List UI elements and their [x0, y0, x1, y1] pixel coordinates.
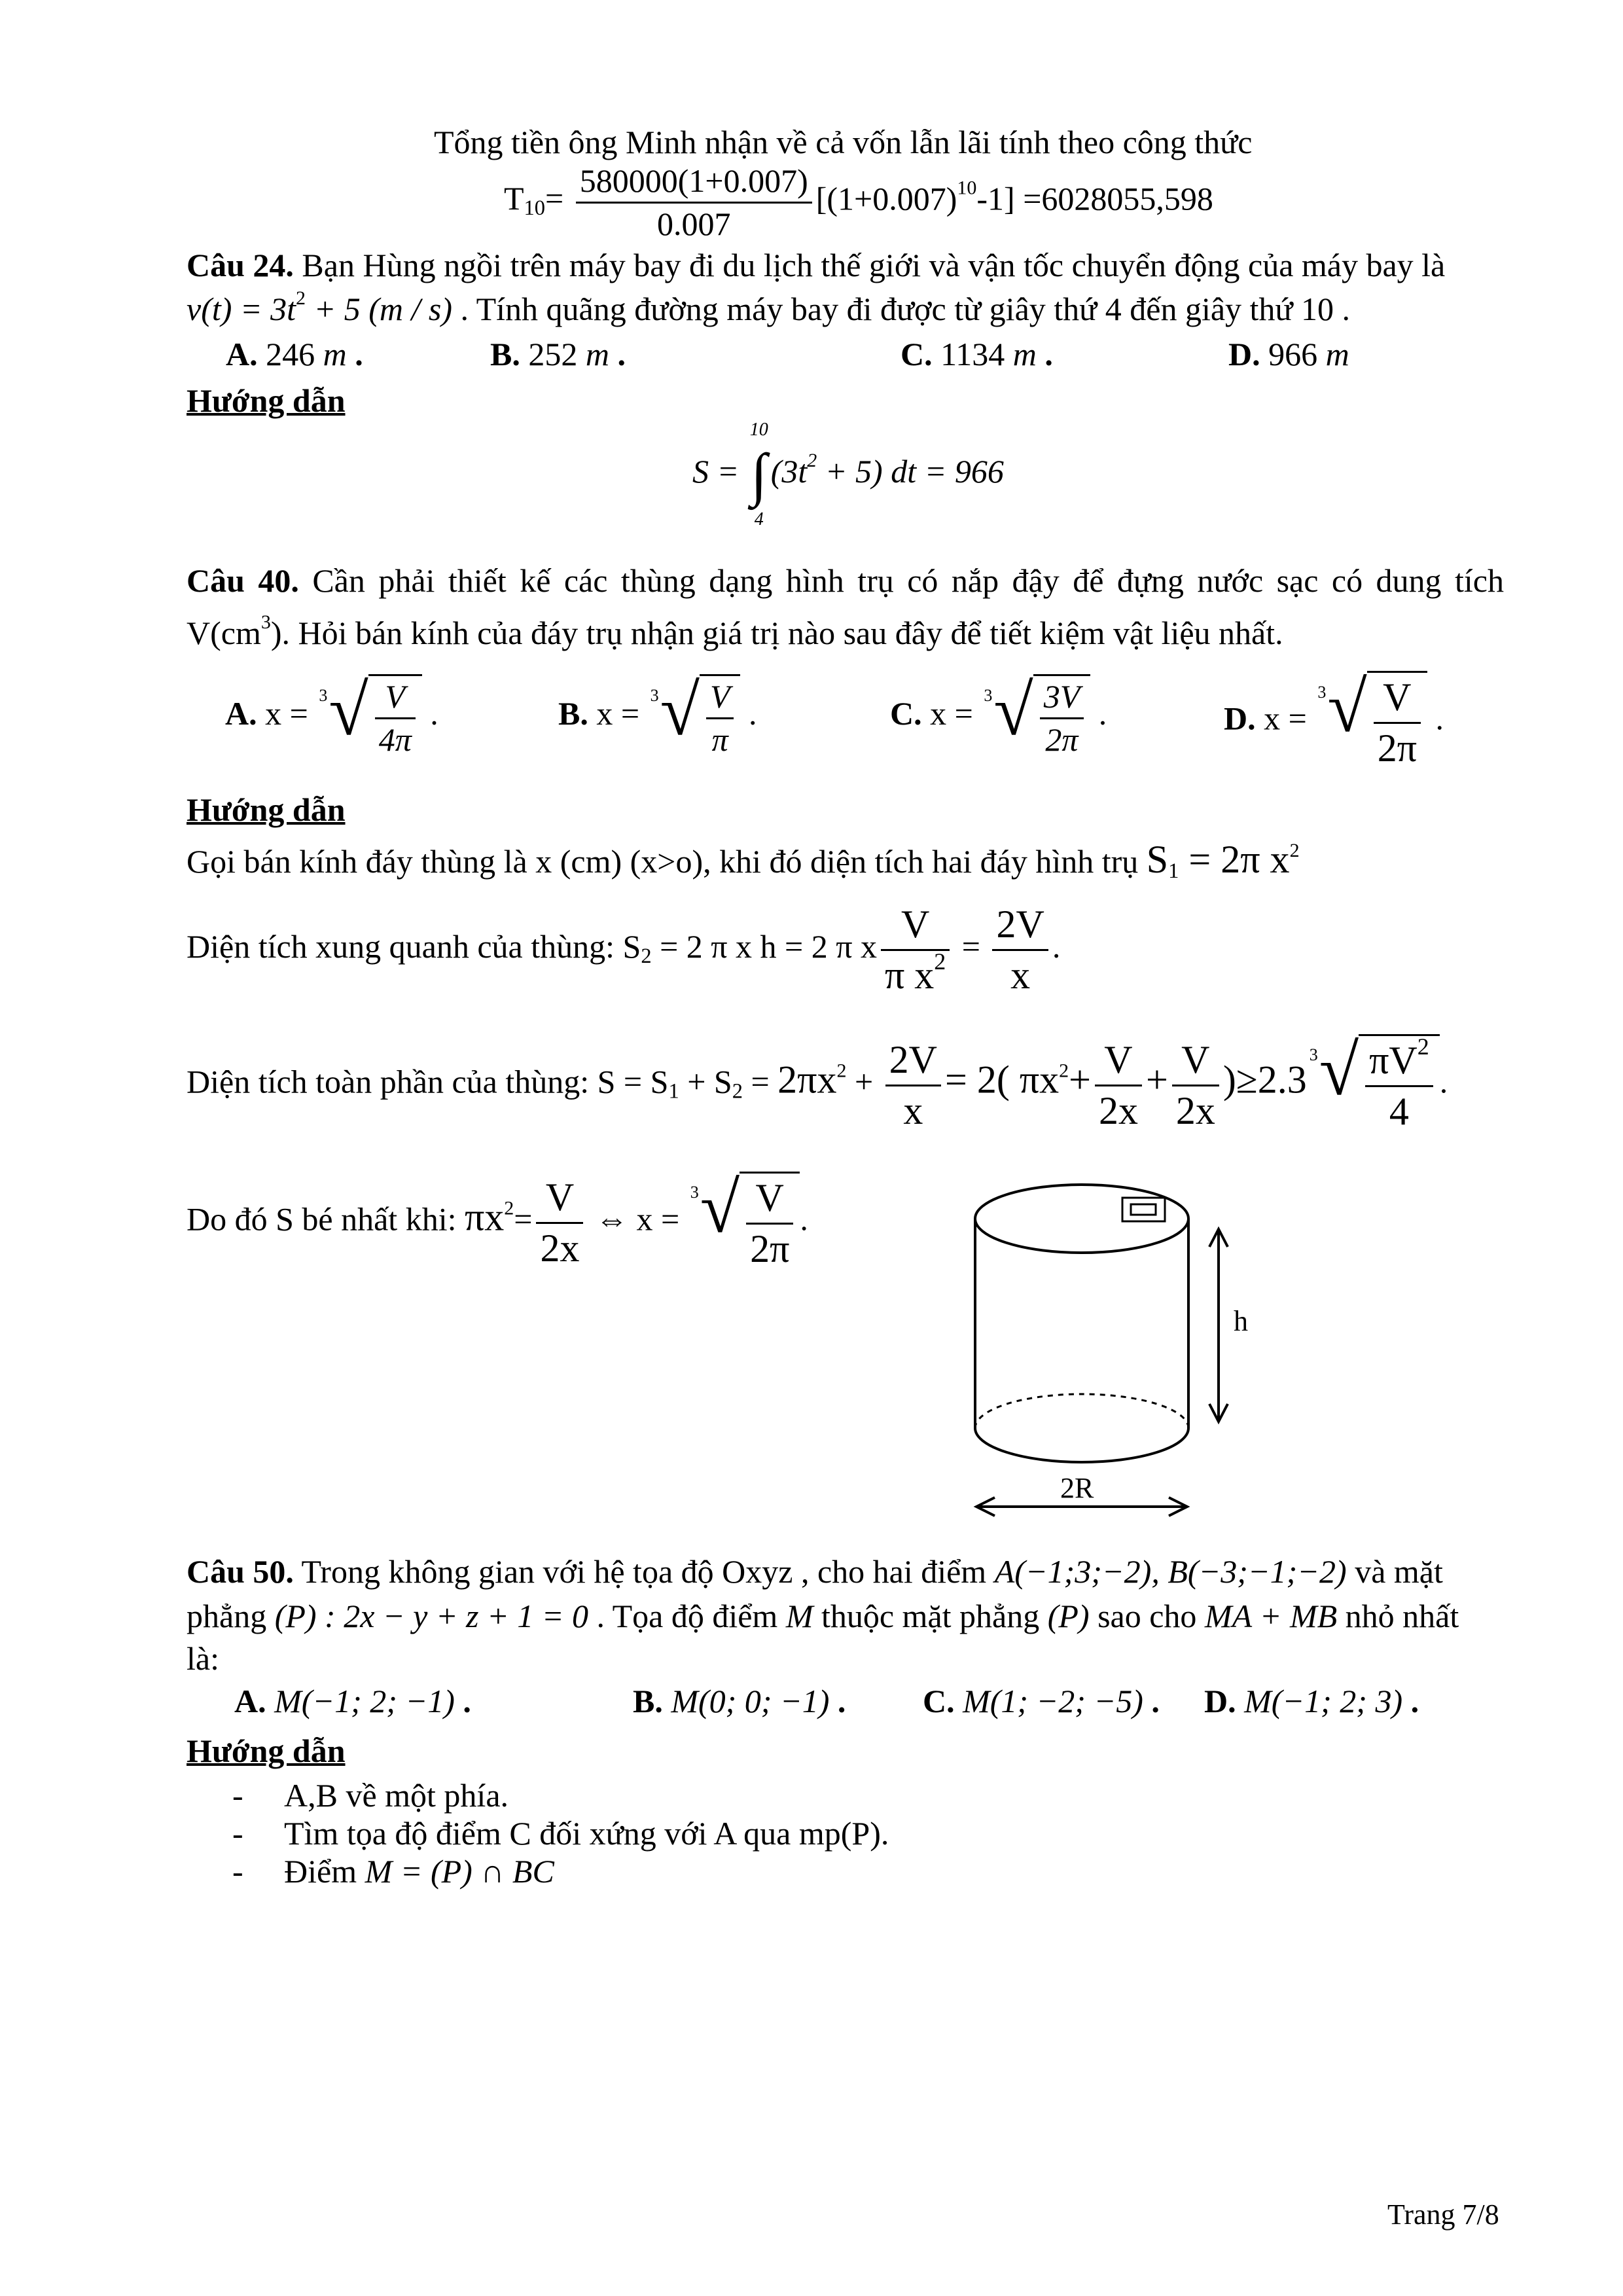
q50-option-d: D. M(−1; 2; 3) .	[1204, 1683, 1419, 1719]
q40-option-d: D. x = 3 √ $\frac{V}{2\pi}$ .	[1224, 671, 1444, 773]
cylinder-lid-handle-inner	[1131, 1204, 1156, 1215]
cube-root: 3 √ $\frac{\pi V^2}{4}$	[1310, 1034, 1440, 1136]
q50-guide-step-2: Tìm tọa độ điểm C đối xứng với A qua mp(P).	[284, 1815, 889, 1852]
q50-guide-step-3: Điểm M = (P) ∩ BC	[284, 1853, 554, 1890]
diameter-label: 2R	[1060, 1472, 1094, 1504]
q24-option-a: A. 246 m .	[226, 336, 363, 372]
q40-guide-title: Hướng dẫn	[187, 791, 346, 828]
q40-option-a: A. x = 3 √ $\frac{V}{4\pi}$ .	[225, 674, 438, 760]
cylinder-bottom-front	[975, 1428, 1188, 1462]
integral-sign: 10 ∫ 4	[749, 420, 768, 530]
q40-step3: Diện tích toàn phần của thùng: $S = S_1 + S_2 = 2\pi x^2$ + $\frac{2V}{x}$ = 2( $\pi x^2+$ $\frac{V}{2x}$ + $\frac{V}{2x}$ )≥2.3 3 √ $\frac{\pi V^2}{4}$ .	[187, 1034, 1448, 1136]
q40-question: Câu 40. Cần phải thiết kế các thùng dạng hình trụ có nắp đậy để đựng nước sạc có dung tích	[187, 562, 1504, 599]
q24-guide-title: Hướng dẫn	[187, 382, 346, 419]
cube-root: 3 √ $\frac{V}{2\pi}$	[1317, 671, 1427, 773]
cylinder-figure	[962, 1172, 1289, 1538]
q24-option-c: C. 1134 m .	[901, 336, 1053, 372]
bullet-mark: -	[232, 1777, 243, 1814]
q50-guide-title: Hướng dẫn	[187, 1732, 346, 1769]
compound-interest-formula: $T_{10}=$ $\frac{580000(1+0.007)}{0.007}$ $[(1+0.007)^{10}-1] =6028055,598$	[504, 160, 1213, 244]
cube-root: 3 √ $\frac{V}{2\pi}$	[690, 1172, 800, 1274]
q50-question-line3: là:	[187, 1640, 219, 1677]
formula-lhs: $T_{10}=$	[504, 180, 564, 221]
q40-question-line2: $V(cm^3)$. Hỏi bán kính của đáy trụ nhận giá trị nào sau đây để tiết kiệm vật liệu nhất.	[187, 611, 1283, 651]
q50-question-line2: phẳng (P) : 2x − y + z + 1 = 0 . Tọa độ điểm M thuộc mặt phẳng (P) sao cho MA + MB nhỏ nhất	[187, 1598, 1459, 1634]
q50-option-b: B. M(0; 0; −1) .	[633, 1683, 846, 1719]
q50-option-c: C. M(1; −2; −5) .	[923, 1683, 1160, 1719]
intro-text: Tổng tiền ông Minh nhận về cả vốn lẫn lãi tính theo công thức	[434, 124, 1253, 160]
q50-question: Câu 50. Trong không gian với hệ tọa độ Oxyz , cho hai điểm A(−1;3;−2), B(−3;−1;−2) và mặt	[187, 1553, 1443, 1590]
cube-root: 3 √ $\frac{3V}{2\pi}$	[984, 674, 1090, 760]
q24-option-d: D. 966 m	[1228, 336, 1349, 372]
q50-guide-step-1: A,B về một phía.	[284, 1777, 509, 1814]
height-label: h	[1234, 1305, 1248, 1337]
q50-option-a: A. M(−1; 2; −1) .	[234, 1683, 471, 1719]
cylinder-top-ellipse	[975, 1185, 1188, 1253]
q40-step1: Gọi bán kính đáy thùng là x (cm) (x>o), khi đó diện tích hai đáy hình trụ $S_1 = 2\pi$ $x^2$	[187, 838, 1300, 884]
q24-solution-integral: S = 10 ∫ 4 $(3t^2 + 5)$ dt = 966	[692, 420, 1004, 530]
cube-root: 3 √ $\frac{V}{4\pi}$	[319, 674, 421, 760]
page-number: Trang 7/8	[1387, 2198, 1499, 2231]
q24-option-b: B. 252 m .	[490, 336, 626, 372]
q24-question: Câu 24. Bạn Hùng ngồi trên máy bay đi du lịch thế giới và vận tốc chuyển động của máy bay là	[187, 247, 1446, 283]
cube-root: 3 √ $\frac{V}{\pi}$	[651, 674, 741, 760]
cylinder-lid-handle	[1122, 1198, 1165, 1221]
bullet-mark: -	[232, 1853, 243, 1890]
q40-step4: Do đó S bé nhất khi: $\pi x^2=$ $\frac{V}{2x}$ ⇔ x = 3 √ $\frac{V}{2\pi}$ .	[187, 1172, 808, 1274]
q40-step2: Diện tích xung quanh của thùng: $S_2 = 2$ π x h = 2 π x $\frac{V}{\pi x^2}$ = $\frac{2V}{x}$ .	[187, 900, 1060, 1000]
cylinder-bottom-back	[975, 1394, 1188, 1428]
q40-option-b: B. x = 3 √ $\frac{V}{\pi}$ .	[558, 674, 757, 760]
q24-question-line2: $v(t) = 3t^2 + 5$ (m / s) . Tính quãng đường máy bay đi được từ giây thứ 4 đến giây thứ 10 .	[187, 287, 1351, 327]
bullet-mark: -	[232, 1815, 243, 1852]
formula-fraction: $\frac{580000(1+0.007)}{0.007}$	[576, 160, 812, 244]
q40-option-c: C. x = 3 √ $\frac{3V}{2\pi}$ .	[890, 674, 1107, 760]
